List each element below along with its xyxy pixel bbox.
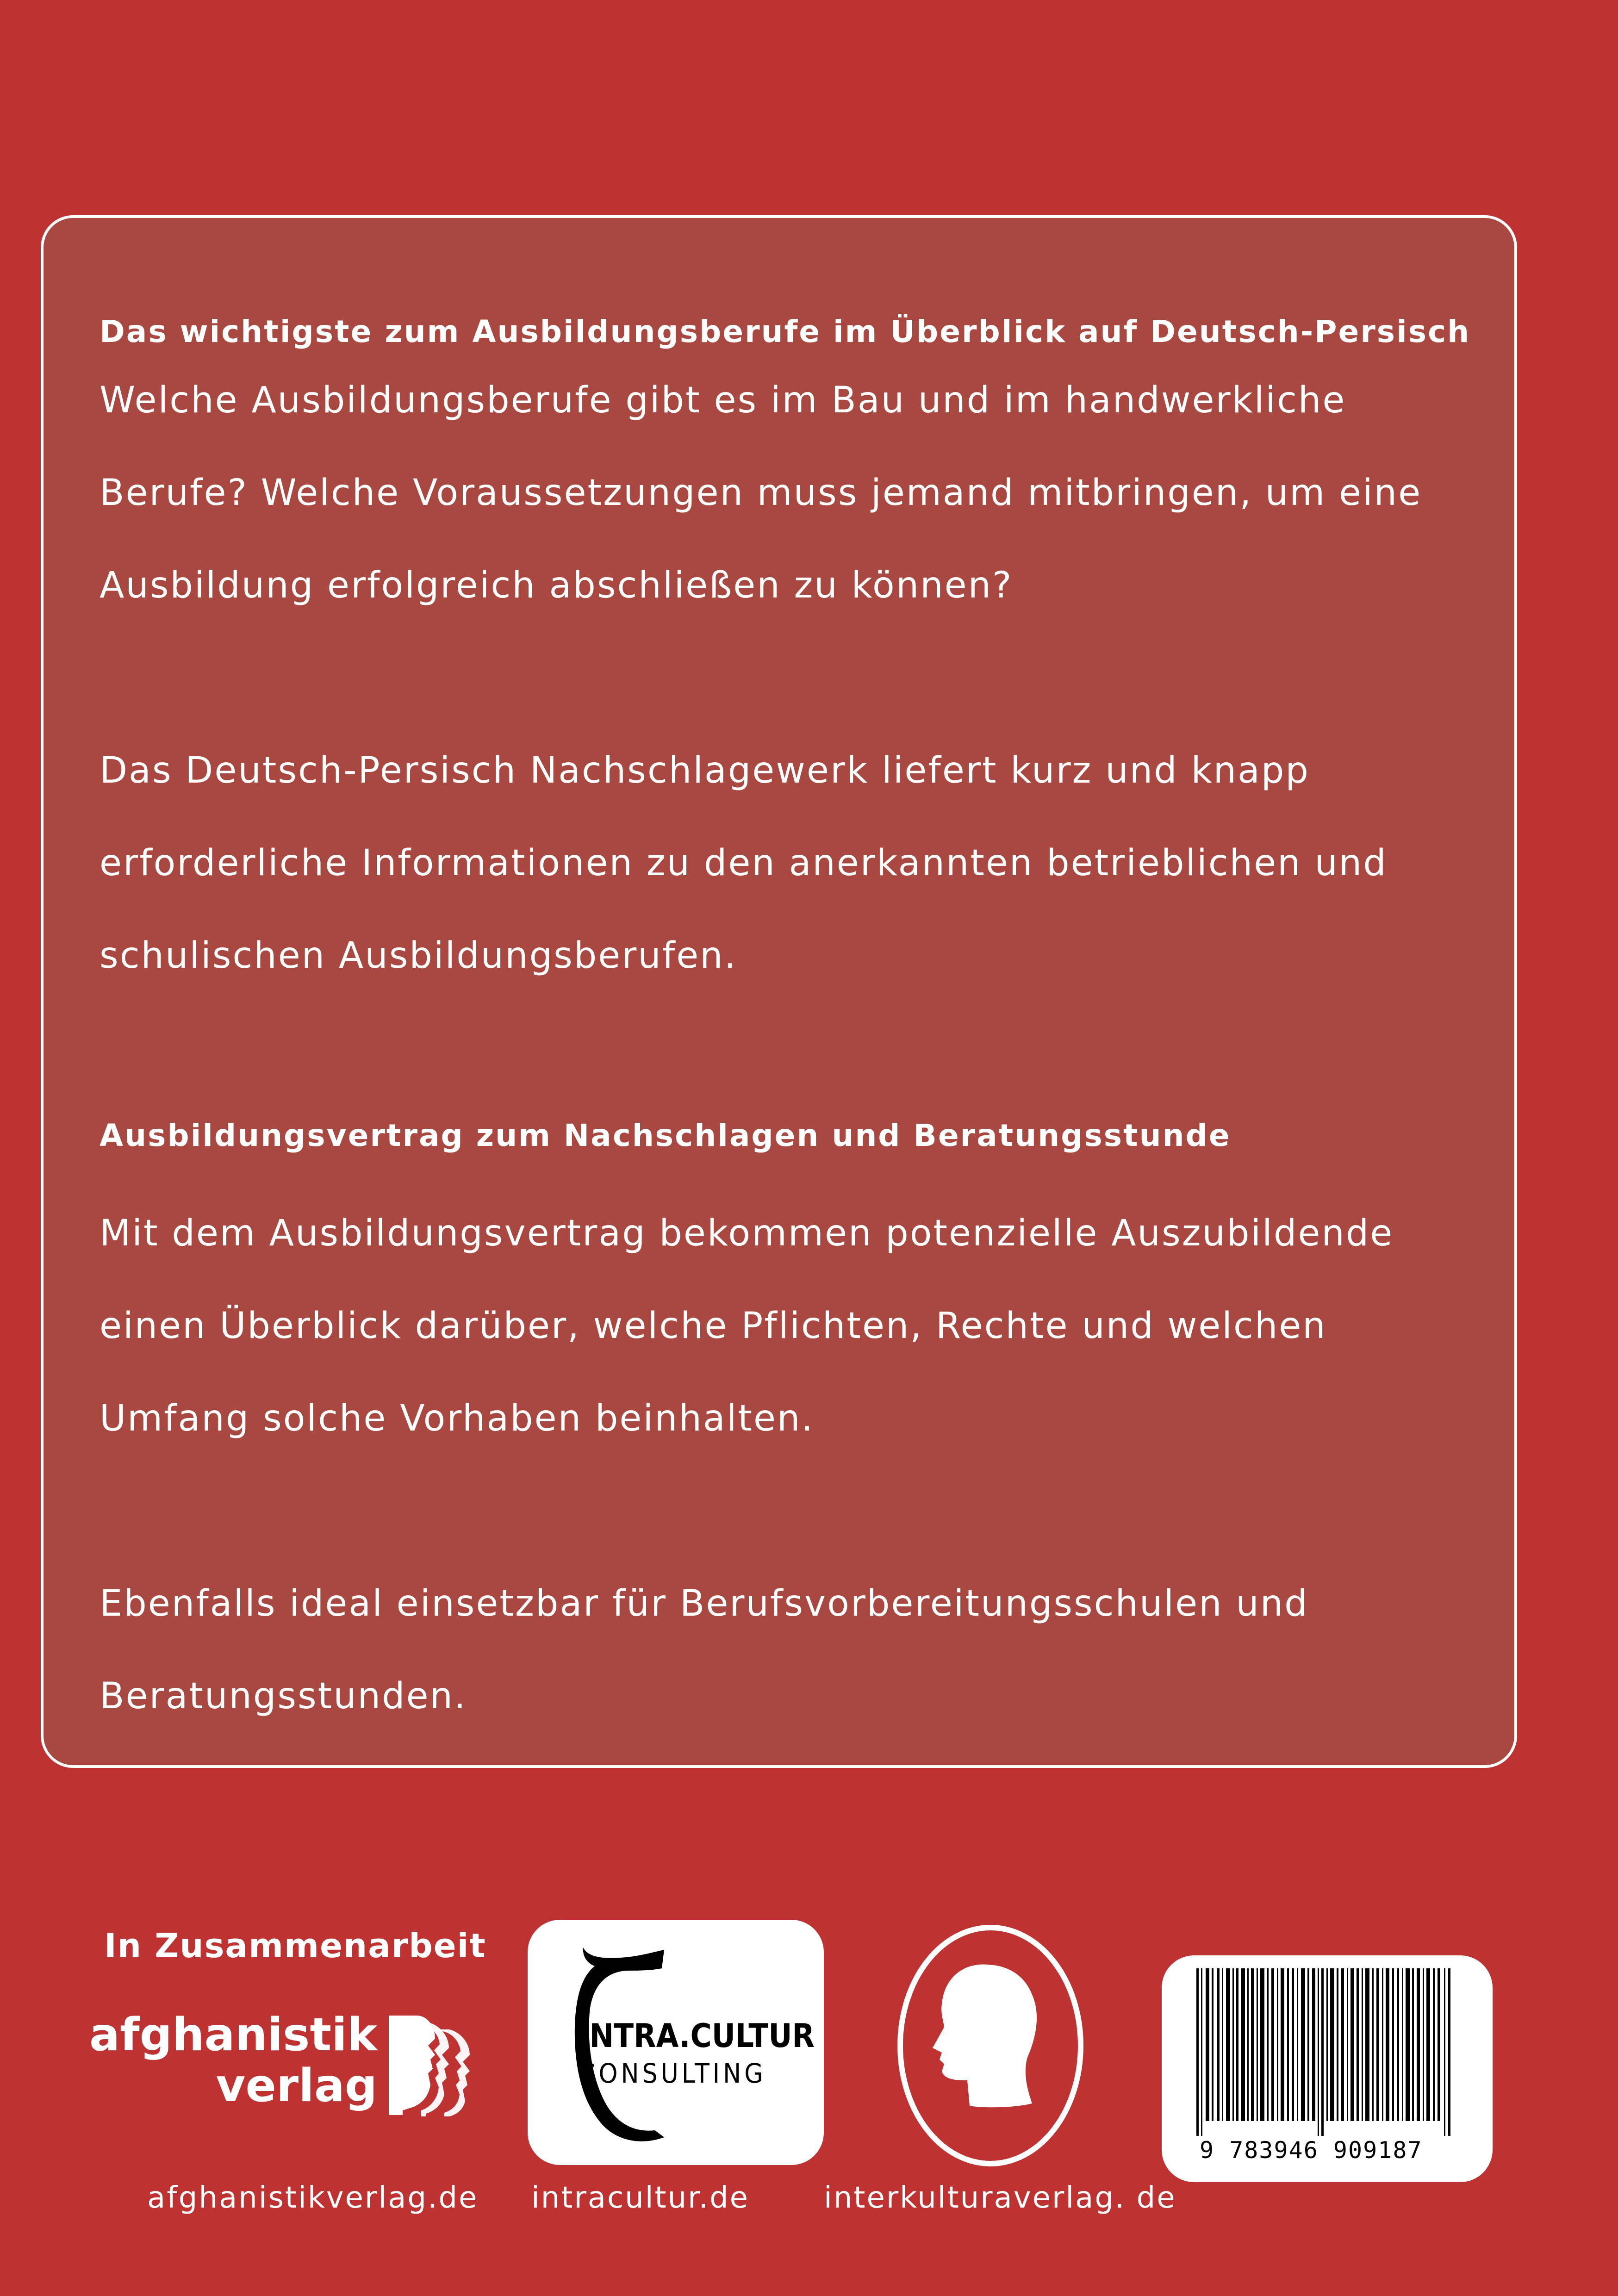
paragraph-2-line-3: schulischen Ausbildungsberufen. (100, 935, 737, 977)
interkultura-url[interactable]: interkulturaverlag. de (824, 2181, 1176, 2215)
paragraph-4-line-1: Ebenfalls ideal einsetzbar für Berufsvorbereitungsschulen und (100, 1583, 1309, 1624)
paragraph-1-line-2: Berufe? Welche Voraussetzungen muss jemand mitbringen, um eine (100, 472, 1422, 514)
heading-overview: Das wichtigste zum Ausbildungsberufe im Überblick auf Deutsch-Persisch (100, 314, 1471, 349)
afghanistik-logo-line-1: afghanistik (89, 2009, 377, 2061)
isbn-number: 9 783946 909187 (1200, 2137, 1423, 2164)
afghanistik-logo-line-2: verlag (216, 2060, 377, 2112)
barcode-icon (1196, 1968, 1456, 2136)
paragraph-1-line-3: Ausbildung erfolgreich abschließen zu können? (100, 565, 1013, 606)
paragraph-3-line-2: einen Überblick darüber, welche Pflichten, Rechte und welchen (100, 1305, 1327, 1347)
intracultur-consulting-logo (528, 1920, 824, 2165)
paragraph-1-line-1: Welche Ausbildungsberufe gibt es im Bau und im handwerkliche (100, 380, 1346, 421)
paragraph-2-line-1: Das Deutsch-Persisch Nachschlagewerk liefert kurz und knapp (100, 750, 1310, 791)
heading-contract: Ausbildungsvertrag zum Nachschlagen und Beratungsstunde (100, 1118, 1231, 1153)
isbn-barcode-card (1162, 1955, 1493, 2182)
interkultura-head-logo (893, 1921, 1092, 2171)
paragraph-3-line-1: Mit dem Ausbildungsvertrag bekommen potenzielle Auszubildende (100, 1213, 1394, 1254)
faces-profile-icon (384, 2011, 486, 2117)
paragraph-4-line-2: Beratungsstunden. (100, 1675, 467, 1717)
paragraph-2-line-2: erforderliche Informationen zu den anerkannten betrieblichen und (100, 842, 1388, 884)
description-panel (41, 215, 1517, 1768)
intracultur-url[interactable]: intracultur.de (531, 2181, 749, 2215)
afghanistik-verlag-logo (89, 2009, 486, 2134)
intracultur-logo-line-1: INTRA.CULTUR (579, 2017, 815, 2055)
intracultur-logo-line-2: CONSULTING (579, 2058, 766, 2089)
paragraph-3-line-3: Umfang solche Vorhaben beinhalten. (100, 1398, 815, 1439)
partners-label: In Zusammenarbeit (104, 1926, 486, 1965)
afghanistik-url[interactable]: afghanistikverlag.de (147, 2181, 479, 2215)
